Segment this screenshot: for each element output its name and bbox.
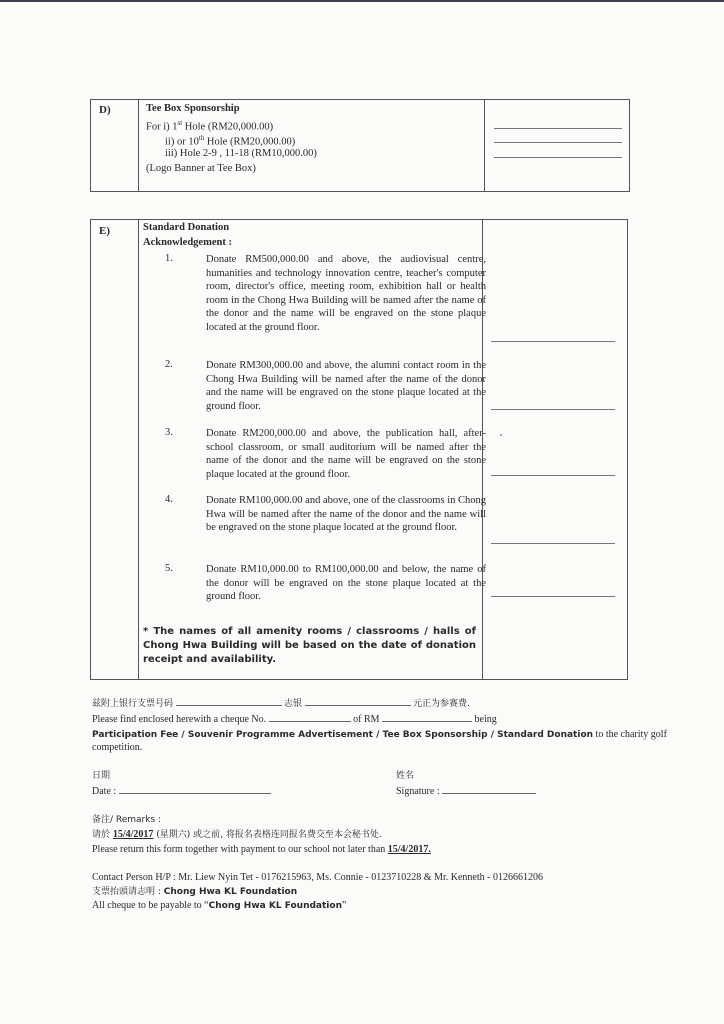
signature-line: Signature : [396, 784, 536, 798]
section-d-label: D) [99, 104, 111, 116]
section-d-line-1: For i) 1st Hole (RM20,000.00) [146, 119, 274, 133]
donation-item-number: 5. [165, 563, 173, 574]
remarks-heading: 备注/ Remarks : [92, 815, 162, 825]
section-d-title: Tee Box Sponsorship [146, 103, 240, 114]
section-e-label: E) [99, 225, 110, 237]
section-d-blank-2[interactable] [494, 142, 622, 143]
donation-item-text: Donate RM300,000.00 and above, the alumni contact room in the Chong Hwa Building will be named after the name of the donor and the name will be engraved on the stone plaque located at the ground floor. [206, 360, 486, 412]
cheque-line-cn: 兹附上银行支票号码 志银 元正为参赛费. [92, 696, 470, 711]
cheque-line-en: Please find enclosed herewith a cheque No. of RM being [92, 714, 497, 725]
donation-item-text: Donate RM500,000.00 and above, the audiovisual centre, humanities and technology innovation centre, teacher's computer room, director's office, meeting room, exhibition hall or health room in the Chong Hwa Building will be named after the name of the donor and the name will be engraved on the stone plaque located at the ground floor. [206, 254, 486, 333]
contact-line: Contact Person H/P : Mr. Liew Nyin Tet - 0176215963, Ms. Connie - 0123710228 & Mr. Kenneth - 0126661206 [92, 872, 543, 883]
purpose-line: Participation Fee / Souvenir Programme Advertisement / Tee Box Sponsorship / Standard Donation to the charity golf [92, 729, 667, 740]
payee-cn: 支票抬頭请志明 : Chong Hwa KL Foundation [92, 887, 298, 897]
amount-blank-cn[interactable] [305, 696, 411, 706]
remark-en: Please return this form together with payment to our school not later than 15/4/2017. [92, 844, 431, 855]
signature-blank[interactable] [442, 784, 536, 794]
donation-blank-1[interactable] [491, 341, 615, 342]
section-d-blank-1[interactable] [494, 128, 622, 129]
remark-cn: 请於 15/4/2017 (星期六) 或之前, 将报名表格连同报名费交至本会秘书处. [92, 829, 382, 840]
donation-item-number: 4. [165, 494, 173, 505]
donation-item-number: 3. [165, 427, 173, 438]
date-label-cn: 日期 [92, 771, 111, 781]
section-e-box [90, 219, 628, 680]
section-e-divider-left [138, 220, 139, 679]
amount-blank[interactable] [382, 712, 472, 722]
section-e-title: Standard Donation [143, 222, 230, 233]
section-d-box [90, 99, 630, 192]
section-e-note: * The names of all amenity rooms / classrooms / halls of Chong Hwa Building will be based on the date of donation receipt and availability. [143, 626, 476, 665]
donation-item-text: Donate RM100,000.00 and above, one of the classrooms in Chong Hwa will be named after the name of the donor and the name will be engraved on the stone plaque located at the ground floor. [206, 495, 486, 534]
section-d-divider-right [484, 100, 485, 191]
scan-speck [500, 434, 502, 436]
purpose-line-2: competition. [92, 742, 143, 753]
section-d-line-4: (Logo Banner at Tee Box) [146, 163, 256, 174]
section-d-line-3: iii) Hole 2-9 , 11-18 (RM10,000.00) [165, 148, 317, 159]
section-d-blank-3[interactable] [494, 157, 622, 158]
donation-blank-3[interactable] [491, 475, 615, 476]
donation-blank-2[interactable] [491, 409, 615, 410]
name-label-cn: 姓名 [396, 771, 415, 781]
top-edge-line [0, 0, 724, 2]
date-blank[interactable] [119, 784, 271, 794]
date-line: Date : [92, 784, 271, 798]
donation-item-text: Donate RM10,000.00 to RM100,000.00 and below, the name of the donor will be engraved on the stone plaque located at the ground floor. [206, 564, 486, 603]
donation-item-number: 2. [165, 359, 173, 370]
donation-blank-5[interactable] [491, 596, 615, 597]
cheque-no-blank[interactable] [269, 712, 351, 722]
section-d-divider-left [138, 100, 139, 191]
section-d-line-2: ii) or 10th Hole (RM20,000.00) [165, 134, 296, 148]
section-e-subtitle: Acknowledgement : [143, 237, 232, 248]
donation-item-number: 1. [165, 253, 173, 264]
donation-blank-4[interactable] [491, 543, 615, 544]
donation-item-text: Donate RM200,000.00 and above, the publication hall, after-school classroom, or small auditorium will be named after the name of the donor and the name will be engraved on the stone plaque located at the ground floor. [206, 428, 486, 480]
cheque-no-blank-cn[interactable] [176, 696, 282, 706]
payee-en: All cheque to be payable to “Chong Hwa KL Foundation” [92, 900, 347, 911]
